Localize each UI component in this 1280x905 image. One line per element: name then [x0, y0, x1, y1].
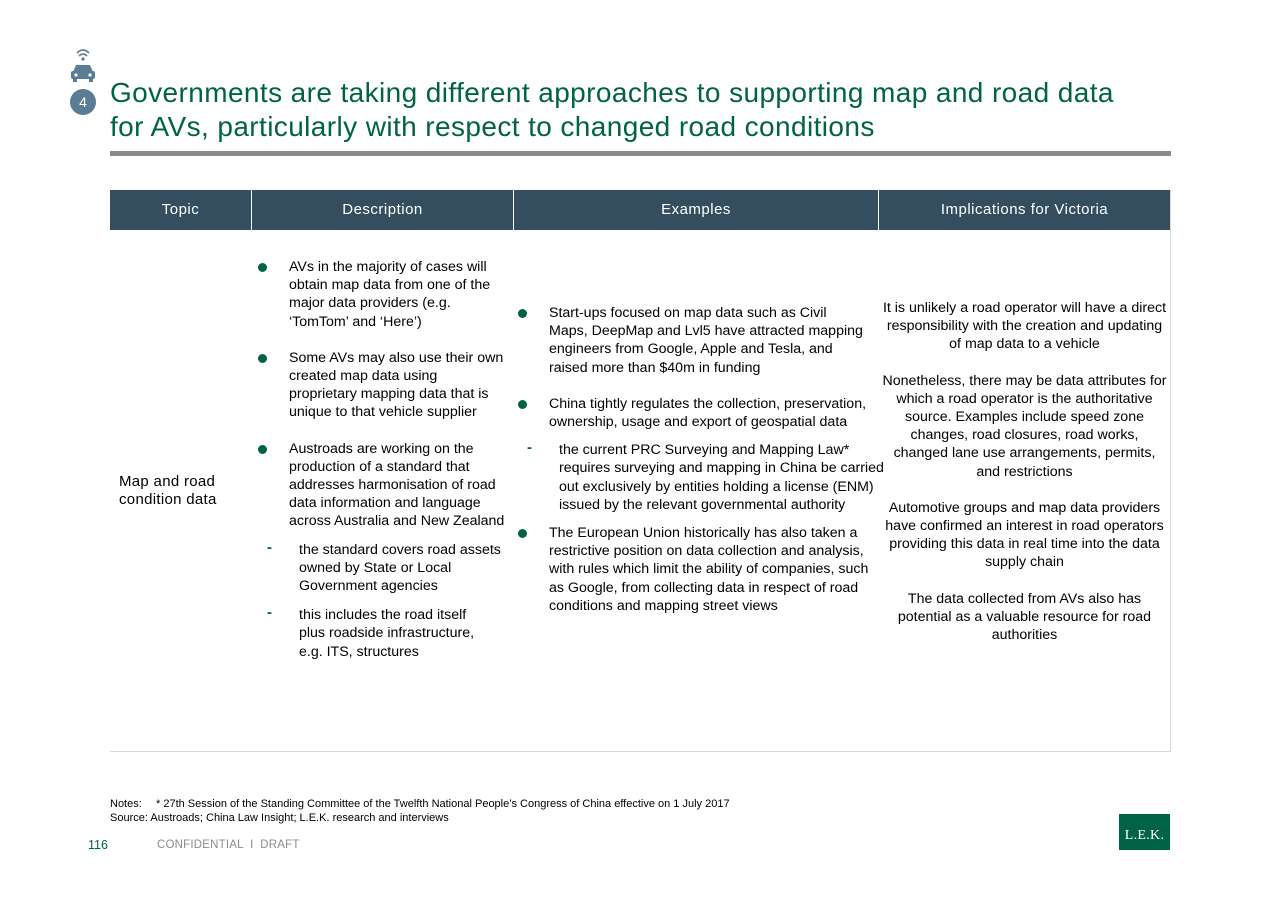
header-implications: Implications for Victoria [940, 201, 1109, 218]
bullet-dot-icon [258, 354, 267, 363]
topic-line-1: Map and road [119, 473, 216, 490]
dash-icon: - [527, 439, 532, 457]
examples-cell [516, 304, 886, 615]
examples-sub-bullet-1: the current PRC Surveying and Mapping Law* requires surveying and mapping in China be carried out exclusively by entities holding a license (ENM) issued by the relevant governmental authority [559, 442, 884, 513]
examples-bullet-2: China tightly regulates the collection, preservation, ownership, usage and export of geospatial data [549, 395, 867, 431]
list-item [256, 258, 506, 331]
list-item [516, 304, 886, 377]
examples-bullet-1: Start-ups focused on map data such as Civil Maps, DeepMap and Lvl5 have attracted mapping engineers from Google, Apple and Tesla, and raised more than $40m in funding [549, 305, 863, 376]
implications-cell [882, 299, 1167, 662]
description-sub-bullet-2: this includes the road itself plus roadside infrastructure, e.g. ITS, structures [299, 607, 475, 660]
examples-bullet-3: The European Union historically has also taken a restrictive position on data collection and analysis, with rules which limit the ability of companies, such as Google, from collecting data in respect of road conditions and mapping street views [549, 525, 869, 614]
bullet-dot-icon [518, 309, 527, 318]
title-line-2: for AVs, particularly with respect to changed road conditions [110, 111, 875, 142]
list-item [256, 440, 506, 531]
notes-label: Notes: [110, 798, 142, 810]
description-bullet-1: AVs in the majority of cases will obtain map data from one of the major data providers (e.g. ‘TomTom’ and ‘Here’) [289, 259, 491, 330]
table-header-row [110, 190, 1170, 230]
topic-cell [119, 473, 249, 509]
title-divider [110, 151, 1171, 156]
bullet-dot-icon [258, 263, 267, 272]
confidential-label: CONFIDENTIAL I DRAFT [157, 839, 300, 851]
dash-icon: - [267, 604, 272, 622]
notes-row [110, 797, 730, 811]
content-table [110, 190, 1171, 752]
implication-paragraph-4: The data collected from AVs also has potential as a valuable resource for road authorities [897, 590, 1152, 644]
title-line-1: Governments are taking different approaches to supporting map and road data [110, 77, 1114, 108]
list-item [483, 441, 886, 514]
description-bullet-2: Some AVs may also use their own created map data using proprietary mapping data that is unique to that vehicle supplier [289, 349, 504, 421]
description-bullet-3: Austroads are working on the production of a standard that addresses harmonisation of road data information and language across Australia and New Zealand [289, 440, 505, 530]
header-topic: Topic [161, 201, 200, 218]
list-item [223, 606, 506, 661]
implication-paragraph-3: Automotive groups and map data providers have confirmed an interest in road operators providing this data in real time into the data supply chain [885, 499, 1164, 571]
section-number-badge: 4 [70, 89, 96, 115]
bullet-dot-icon [258, 445, 267, 454]
description-cell [256, 258, 506, 661]
footnotes [110, 797, 730, 825]
page-number: 116 [88, 838, 108, 852]
implication-paragraph-2: Nonetheless, there may be data attributes for which a road operator is the authoritative source. Examples include speed zone changes, road closures, road works, changed lane use arrangements, permits, and restrictions [882, 372, 1167, 480]
header-examples: Examples [661, 201, 731, 218]
bullet-dot-icon [518, 529, 527, 538]
list-item [516, 395, 886, 431]
topic-line-2: condition data [119, 491, 217, 508]
list-item [223, 538, 506, 596]
list-item [256, 349, 506, 422]
description-sub-bullet-1: the standard covers road assets owned by State or Local Government agencies [299, 541, 501, 595]
source-row: Source: Austroads; China Law Insight; L.E.K. research and interviews [110, 812, 449, 824]
lek-logo: L.E.K. [1119, 814, 1170, 850]
notes-text: * 27th Session of the Standing Committee of the Twelfth National People’s Congress of China effective on 1 July 2017 [156, 798, 730, 810]
list-item [516, 524, 886, 615]
implication-paragraph-1: It is unlikely a road operator will have a direct responsibility with the creation and updating of map data to a vehicle [882, 300, 1167, 353]
header-description: Description [342, 201, 423, 218]
page-title [110, 76, 1180, 144]
bullet-dot-icon [518, 400, 527, 409]
dash-icon: - [267, 538, 272, 556]
